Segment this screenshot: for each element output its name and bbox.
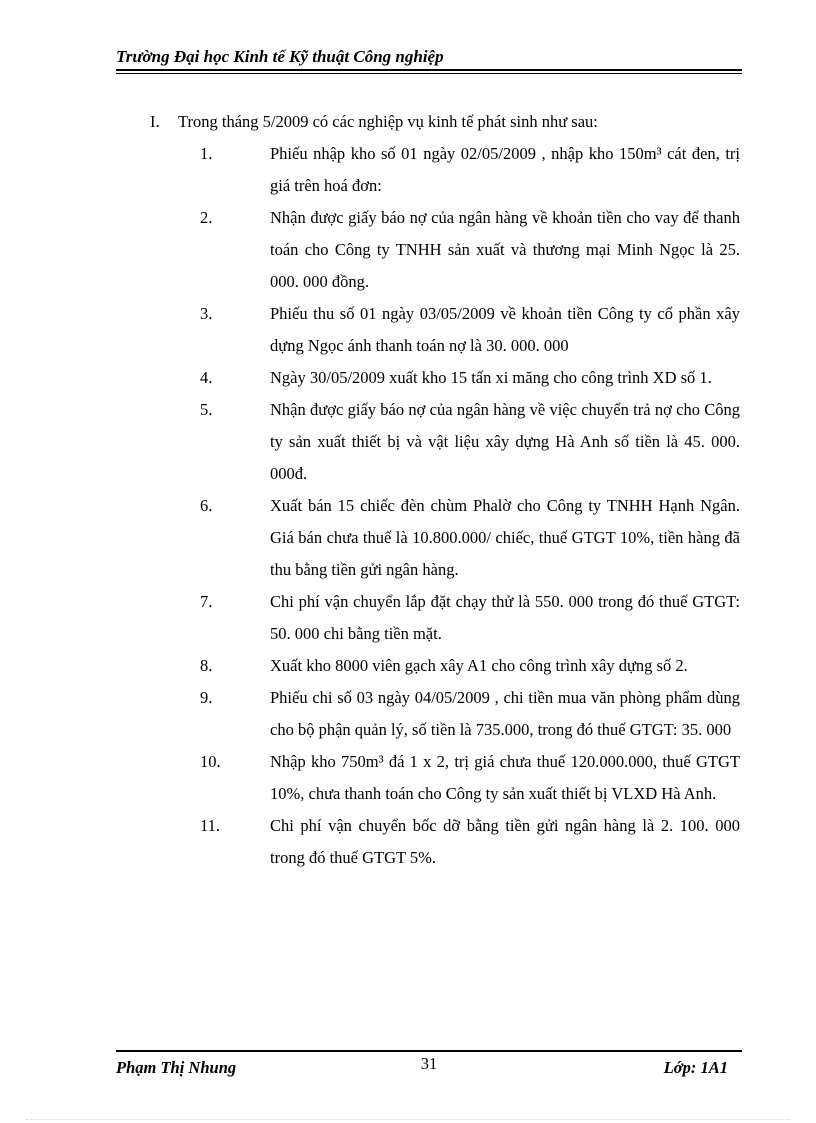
list-item-number: 9. bbox=[200, 688, 213, 707]
page-number: 31 bbox=[420, 1054, 438, 1073]
page-bottom-border bbox=[26, 1119, 790, 1120]
list-item bbox=[150, 138, 740, 202]
list-item-text: Phiếu chi số 03 ngày 04/05/2009 , chi tiền mua văn phòng phẩm dùng cho bộ phận quản lý, số tiền là 735.000, trong đó thuế GTGT: 35. 000 bbox=[270, 688, 740, 739]
list-item-text: Chi phí vận chuyển lắp đặt chạy thử là 550. 000 trong đó thuế GTGT: 50. 000 chi bằng tiền mặt. bbox=[270, 592, 740, 643]
list-item-text: Chi phí vận chuyển bốc dỡ bằng tiền gửi ngân hàng là 2. 100. 000 trong đó thuế GTGT 5%. bbox=[270, 816, 740, 867]
list-item-text: Nhận được giấy báo nợ của ngân hàng về việc chuyển trả nợ cho Công ty sản xuất thiết bị và vật liệu xây dựng Hà Anh số tiền là 45. 000. 000đ. bbox=[270, 400, 740, 483]
page-content bbox=[150, 106, 740, 874]
list-item bbox=[150, 650, 740, 682]
section-text: Trong tháng 5/2009 có các nghiệp vụ kinh tế phát sinh như sau: bbox=[178, 112, 598, 131]
list-item-text: Nhận được giấy báo nợ của ngân hàng về khoản tiền cho vay để thanh toán cho Công ty TNHH sản xuất và thương mại Minh Ngọc là 25. 000. 000 đồng. bbox=[270, 208, 740, 291]
list-item bbox=[150, 810, 740, 874]
list-item bbox=[150, 682, 740, 746]
list-item-number: 4. bbox=[200, 368, 213, 387]
footer-author: Phạm Thị Nhung bbox=[116, 1058, 237, 1077]
list-item-number: 2. bbox=[200, 208, 213, 227]
list-item-number: 1. bbox=[200, 144, 213, 163]
footer-class: Lớp: 1A1 bbox=[663, 1058, 728, 1077]
section-number: I. bbox=[150, 112, 160, 131]
page-header bbox=[116, 46, 742, 74]
list-item bbox=[150, 586, 740, 650]
list-item-text: Phiếu nhập kho số 01 ngày 02/05/2009 , nhập kho 150m³ cát đen, trị giá trên hoá đơn: bbox=[270, 144, 740, 195]
list-item-text: Nhập kho 750m³ đá 1 x 2, trị giá chưa thuế 120.000.000, thuế GTGT 10%, chưa thanh toán cho Công ty sản xuất thiết bị VLXD Hà Anh. bbox=[270, 752, 740, 803]
list-item-number: 6. bbox=[200, 496, 213, 515]
list-item-text: Xuất bán 15 chiếc đèn chùm Phalờ cho Công ty TNHH Hạnh Ngân. Giá bán chưa thuế là 10.800.000/ chiếc, thuế GTGT 10%, tiền hàng đã thu bằng tiền gửi ngân hàng. bbox=[270, 496, 740, 579]
page-footer bbox=[116, 1050, 742, 1078]
list-item bbox=[150, 362, 740, 394]
section-heading bbox=[150, 106, 740, 138]
list-item bbox=[150, 202, 740, 298]
list-item-number: 10. bbox=[200, 752, 221, 771]
list-item-number: 5. bbox=[200, 400, 213, 419]
list-item-text: Ngày 30/05/2009 xuất kho 15 tấn xi măng cho công trình XD số 1. bbox=[270, 368, 712, 387]
header-divider bbox=[116, 69, 742, 74]
list-item-text: Xuất kho 8000 viên gạch xây A1 cho công trình xây dựng số 2. bbox=[270, 656, 688, 675]
list-item-number: 11. bbox=[200, 816, 221, 835]
list-item-number: 3. bbox=[200, 304, 213, 323]
list-item-number: 7. bbox=[200, 592, 213, 611]
list-item bbox=[150, 298, 740, 362]
list-item bbox=[150, 394, 740, 490]
list-item-number: 8. bbox=[200, 656, 213, 675]
list-item bbox=[150, 490, 740, 586]
list-item bbox=[150, 746, 740, 810]
list-item-text: Phiếu thu số 01 ngày 03/05/2009 về khoản tiền Công ty cổ phần xây dựng Ngọc ánh thanh toán nợ là 30. 000. 000 bbox=[270, 304, 740, 355]
transaction-list bbox=[150, 138, 740, 874]
header-title: Trường Đại học Kinh tế Kỹ thuật Công nghiệp bbox=[116, 47, 444, 66]
